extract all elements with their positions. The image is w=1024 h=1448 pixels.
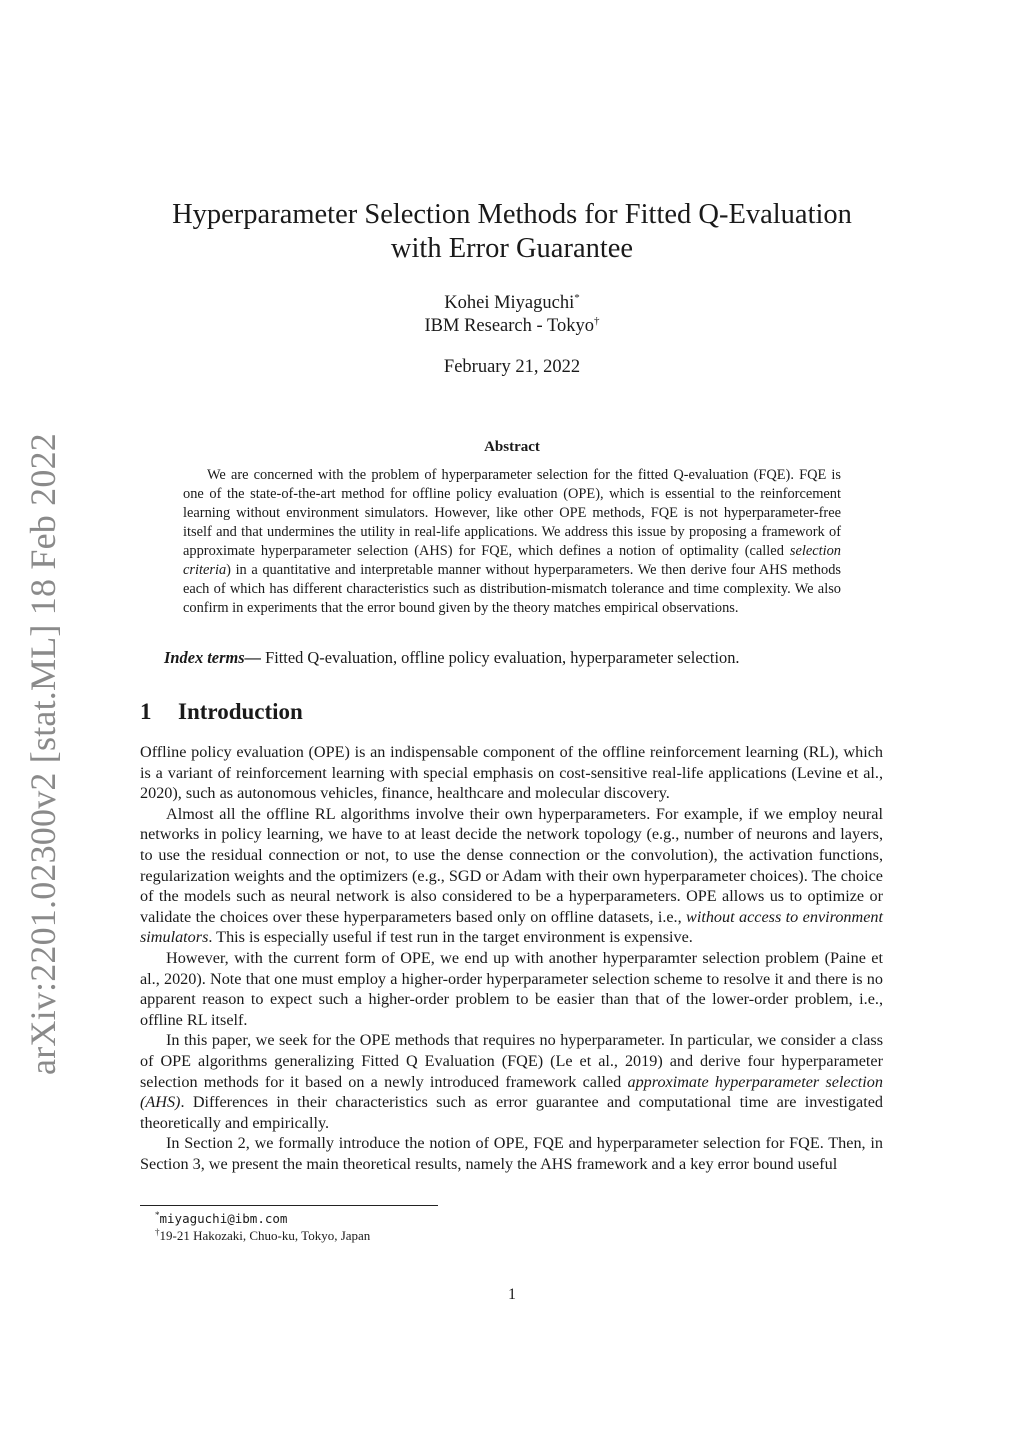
- intro-paragraph-4: [140, 1030, 883, 1133]
- author-name-line: [0, 292, 1024, 315]
- abstract-text-1: We are concerned with the problem of hyperparameter selection for the fitted Q-evaluation (FQE). FQE is one of the state-of-the-art method for offline policy evaluation (OPE), which is essential to the reinforcement learning without environment simulators. However, like other OPE methods, FQE is not hyperparameter-free itself and that undermines the utility in real-life applications. We address this issue by proposing a framework of approximate hyperparameter selection (AHS) for FQE, which defines a notion of optimality (called: [183, 467, 841, 559]
- abstract-text-2: ) in a quantitative and interpretable manner without hyperparameters. We then derive four AHS methods each of which has different characteristics such as distribution-mismatch tolerance and time complexity. We also confirm in experiments that the error bound given by the theory matches empirical observations.: [183, 562, 841, 616]
- section-number: 1: [140, 699, 152, 724]
- intro-p2-text-1: Almost all the offline RL algorithms involve their own hyperparameters. For example, if we employ neural networks in policy learning, we have to at least decide the network topology (e.g., number of neurons and layers, to use the residual connection or not, to use the dense connection or the convolution), the activation functions, regularization weights and the optimizers (e.g., SGD or Adam with their own hyperparameter choices). The choice of the models such as neural network is also considered to be a hyperparameters. OPE allows us to optimize or validate the choices over these hyperparameters based only on offline datasets, i.e.,: [140, 804, 883, 926]
- abstract-paragraph: [183, 466, 841, 618]
- intro-paragraph-2: [140, 804, 883, 948]
- author-name: Kohei Miyaguchi: [444, 293, 575, 313]
- section-title: Introduction: [178, 699, 303, 724]
- author-affiliation: IBM Research - Tokyo: [424, 316, 594, 336]
- title-line-2: with Error Guarantee: [390, 233, 634, 264]
- abstract-emphasis: selection criteria: [183, 543, 841, 578]
- affiliation-mark: †: [593, 315, 600, 327]
- index-terms-text: Fitted Q-evaluation, offline policy evaluation, hyperparameter selection.: [260, 648, 740, 667]
- footnote-email: [155, 1210, 370, 1227]
- intro-p4-emphasis: approximate hyperparameter selection (AHS): [140, 1072, 883, 1112]
- intro-p4-text-1: In this paper, we seek for the OPE methods that requires no hyperparameter. In particular, we consider a class of OPE algorithms generalizing Fitted Q Evaluation (FQE) (Le et al., 2019) and derive four hyperparameter selection methods for it based on a newly introduced framework called: [140, 1031, 883, 1091]
- author-block: [0, 292, 1024, 338]
- intro-p4-text-2: . Differences in their characteristics such as error guarantee and computational time are investigated theoretically and empirically.: [140, 1093, 883, 1132]
- abstract-heading: Abstract: [484, 439, 540, 455]
- author-affiliation-line: [0, 315, 1024, 338]
- intro-p2-text-2: . This is especially useful if test run in the target environment is expensive.: [208, 928, 693, 947]
- intro-paragraph-1: Offline policy evaluation (OPE) is an indispensable component of the offline reinforcement learning (RL), which is a variant of reinforcement learning with special emphasis on cost-sensitive real-life applications (Levine et al., 2020), such as autonomous vehicles, finance, healthcare and molecular discovery.: [140, 743, 883, 803]
- footnote-1-mark: *: [155, 1210, 160, 1220]
- footnote-2-mark: †: [155, 1227, 160, 1237]
- footnote-email-text: miyaguchi@ibm.com: [159, 1211, 288, 1226]
- section-heading-introduction: [140, 699, 303, 725]
- index-terms: [164, 648, 740, 668]
- title-line-1: Hyperparameter Selection Methods for Fitted Q-Evaluation: [172, 199, 852, 230]
- author-name-mark: *: [574, 292, 580, 304]
- intro-p2-emphasis: without access to environment simulators: [140, 907, 883, 947]
- arxiv-identifier-text: arXiv:2201.02300v2 [stat.ML] 18 Feb 2022: [23, 433, 63, 1075]
- paper-date: February 21, 2022: [443, 357, 581, 377]
- paper-title: [0, 198, 1024, 266]
- intro-paragraph-5: In Section 2, we formally introduce the notion of OPE, FQE and hyperparameter selection for FQE. Then, in Section 3, we present the main theoretical results, namely the AHS framework and a key error bound useful: [140, 1134, 883, 1173]
- intro-paragraph-3: However, with the current form of OPE, we end up with another hyperparamter selection problem (Paine et al., 2020). Note that one must employ a higher-order hyperparameter selection scheme to resolve it and there is no apparent reason to expect such a higher-order problem to be easier than that of the lower-order problem, i.e., offline RL itself.: [140, 948, 883, 1029]
- abstract-body: [183, 466, 841, 618]
- footnotes: [155, 1210, 370, 1244]
- introduction-body: [140, 742, 883, 1174]
- page-number: 1: [508, 1286, 516, 1303]
- footnote-divider: [140, 1205, 438, 1206]
- footnote-address: [155, 1227, 370, 1244]
- footnote-address-text: 19-21 Hakozaki, Chuo-ku, Tokyo, Japan: [159, 1228, 371, 1243]
- index-terms-label: Index terms—: [164, 648, 261, 667]
